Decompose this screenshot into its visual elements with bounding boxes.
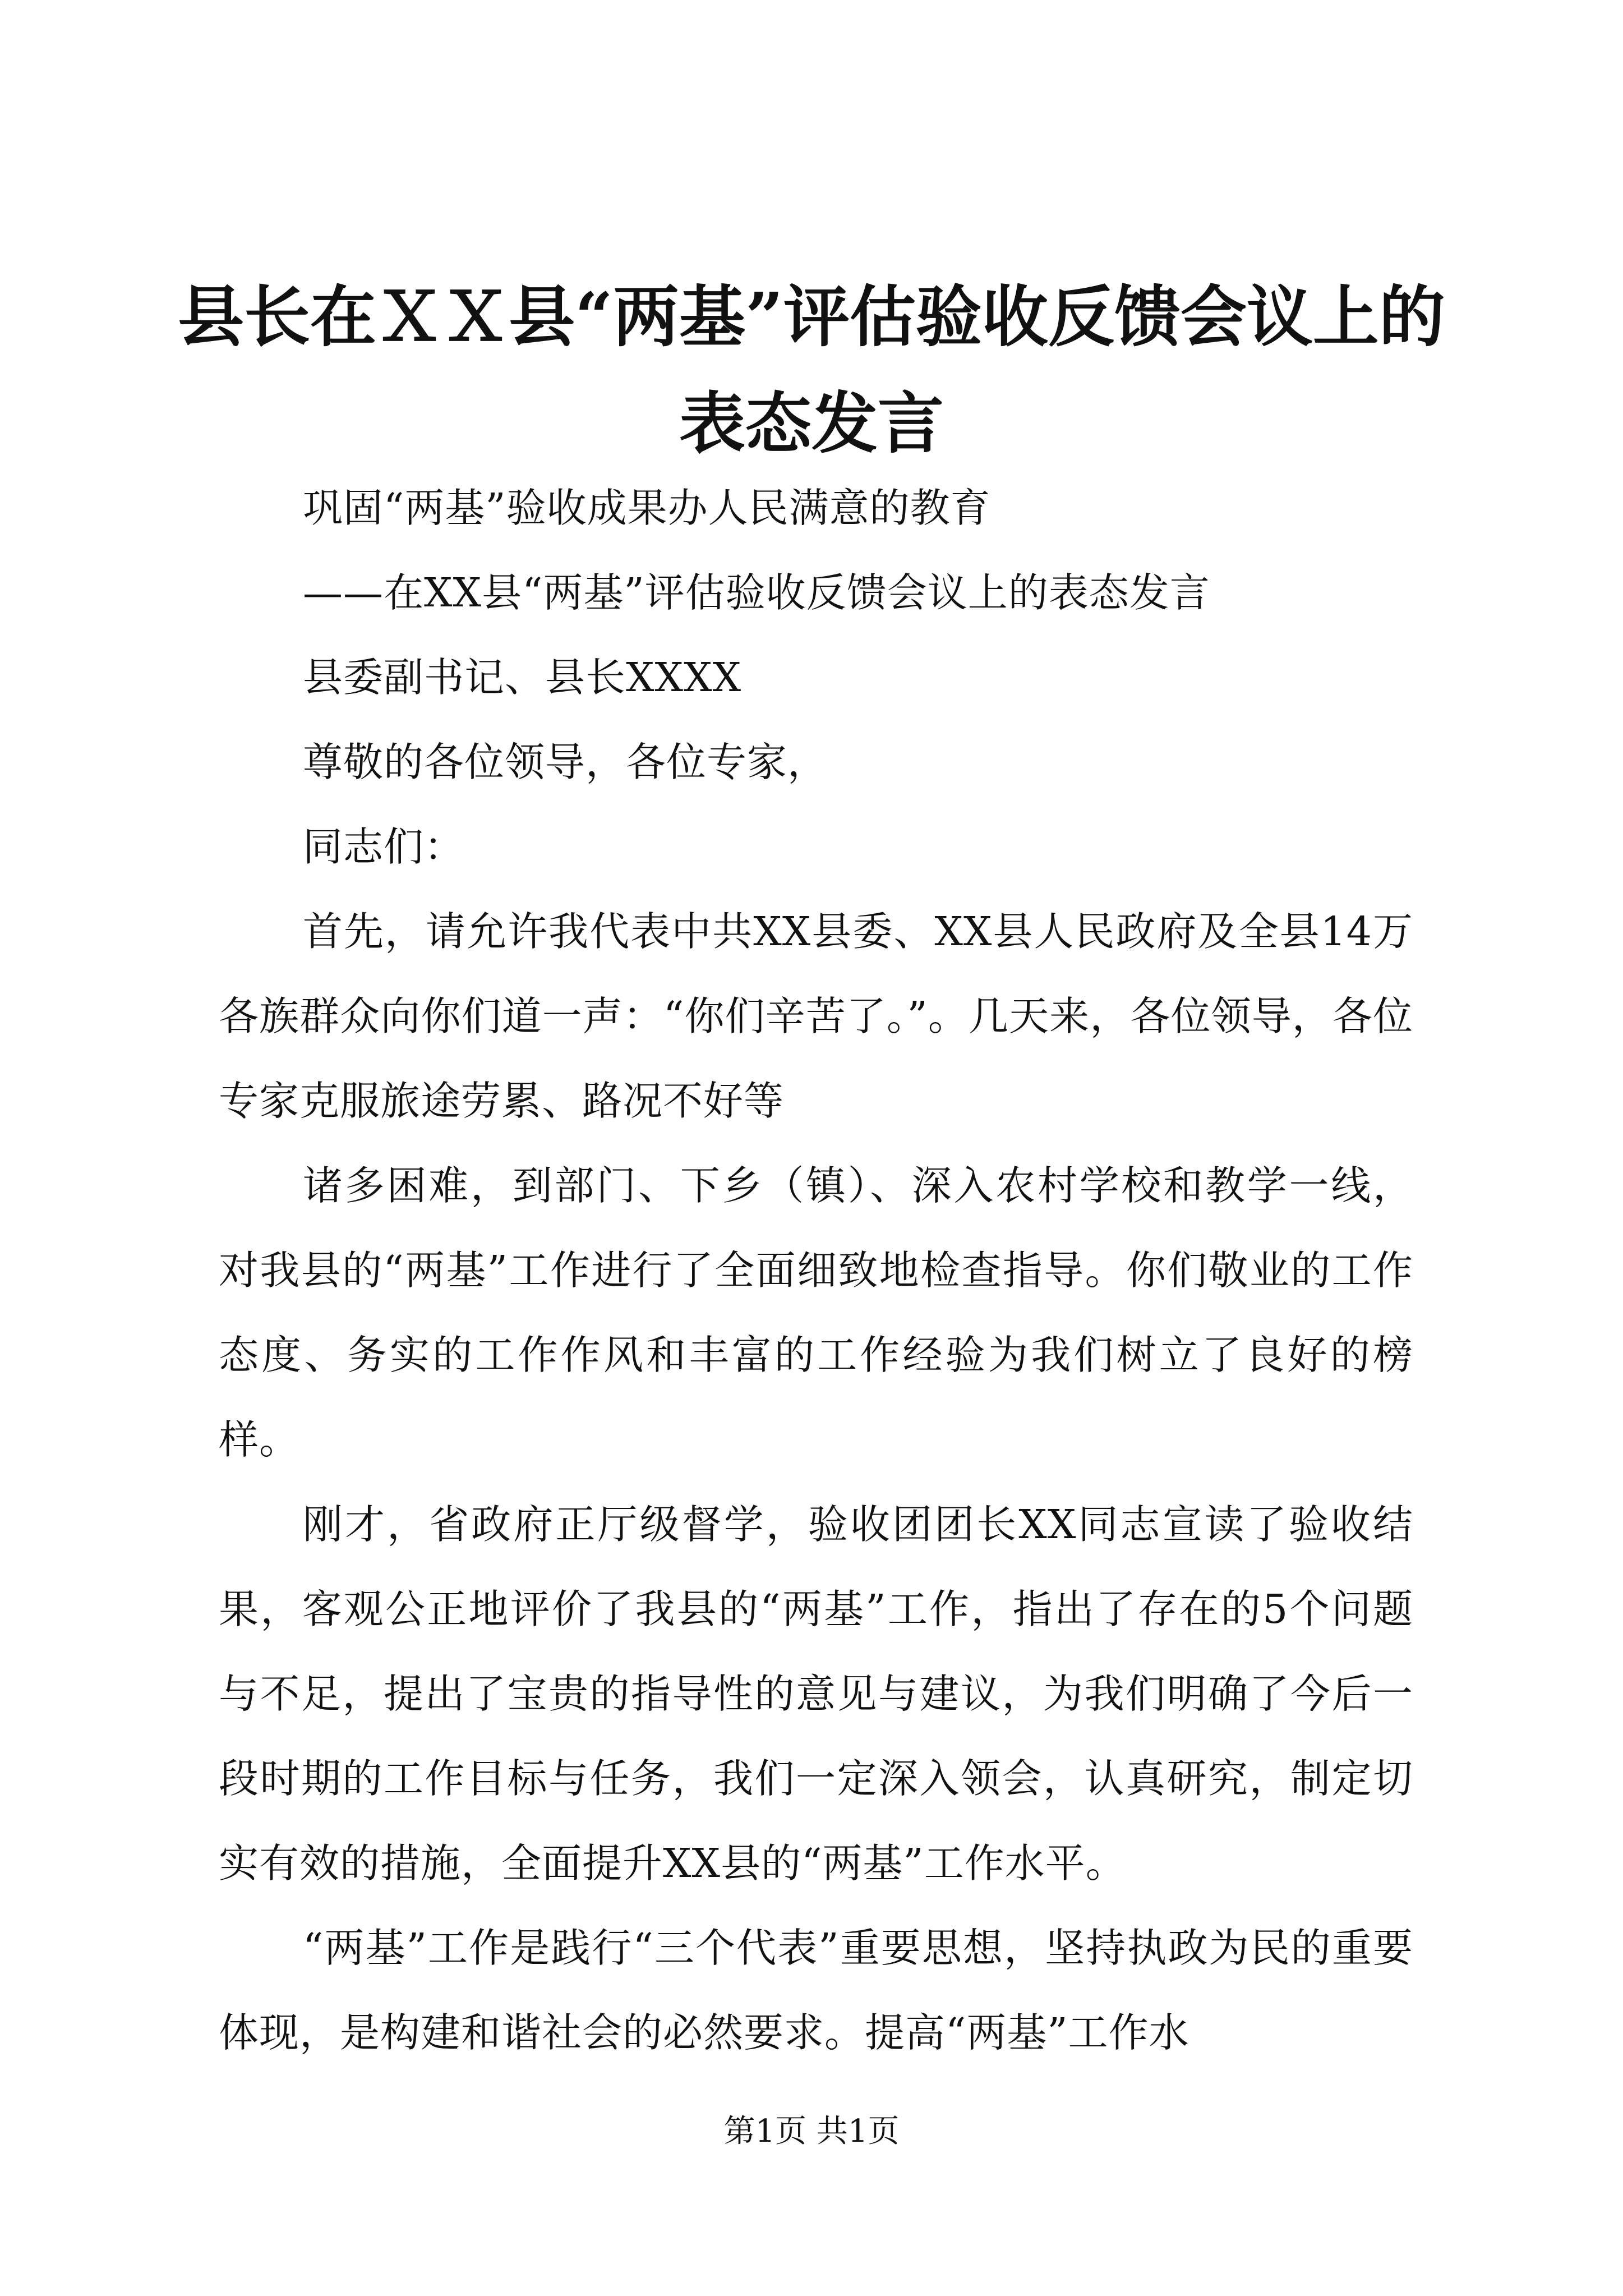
salutation-line: 同志们： [303,823,465,870]
speech-subtitle: 巩固“两基”验收成果办人民满意的教育 [303,485,991,531]
speech-subheading: ——在XX县“两基”评估验收反馈会议上的表态发言 [303,569,1210,616]
document-title [168,264,1455,477]
body-paragraph: 诸多困难，到部门、下乡（镇）、深入农村学校和教学一线，对我县的“两基”工作进行了全面细致地检查指导。你们敬业的工作态度、务实的工作作风和丰富的工作经验为我们树立了良好的榜样。 [219,1162,1413,1463]
page-footer: 第1页 共1页 [723,2113,900,2150]
document-title-line-2: 表态发言 [679,384,944,462]
document-title-line-1: 县长在ＸＸ县“两基”评估验收反馈会议上的 [178,278,1445,356]
speaker-line: 县委副书记、县长XXXX [303,654,742,701]
salutation-line: 尊敬的各位领导，各位专家， [303,739,828,785]
body-paragraph: “两基”工作是践行“三个代表”重要思想，坚持执政为民的重要体现，是构建和谐社会的必然要求。提高“两基”工作水 [219,1925,1413,2056]
document-body [219,466,1413,2075]
body-paragraph: 刚才，省政府正厅级督学，验收团团长XX同志宣读了验收结果，客观公正地评价了我县的“两基”工作，指出了存在的5个问题与不足，提出了宝贵的指导性的意见与建议，为我们明确了今后一段时期的工作目标与任务，我们一定深入领会，认真研究，制定切实有效的措施，全面提升XX县的“两基”工作水平。 [219,1501,1413,1887]
body-paragraph: 首先，请允许我代表中共XX县委、XX县人民政府及全县14万各族群众向你们道一声：“你们辛苦了。”。几天来，各位领导，各位专家克服旅途劳累、路况不好等 [219,908,1413,1124]
